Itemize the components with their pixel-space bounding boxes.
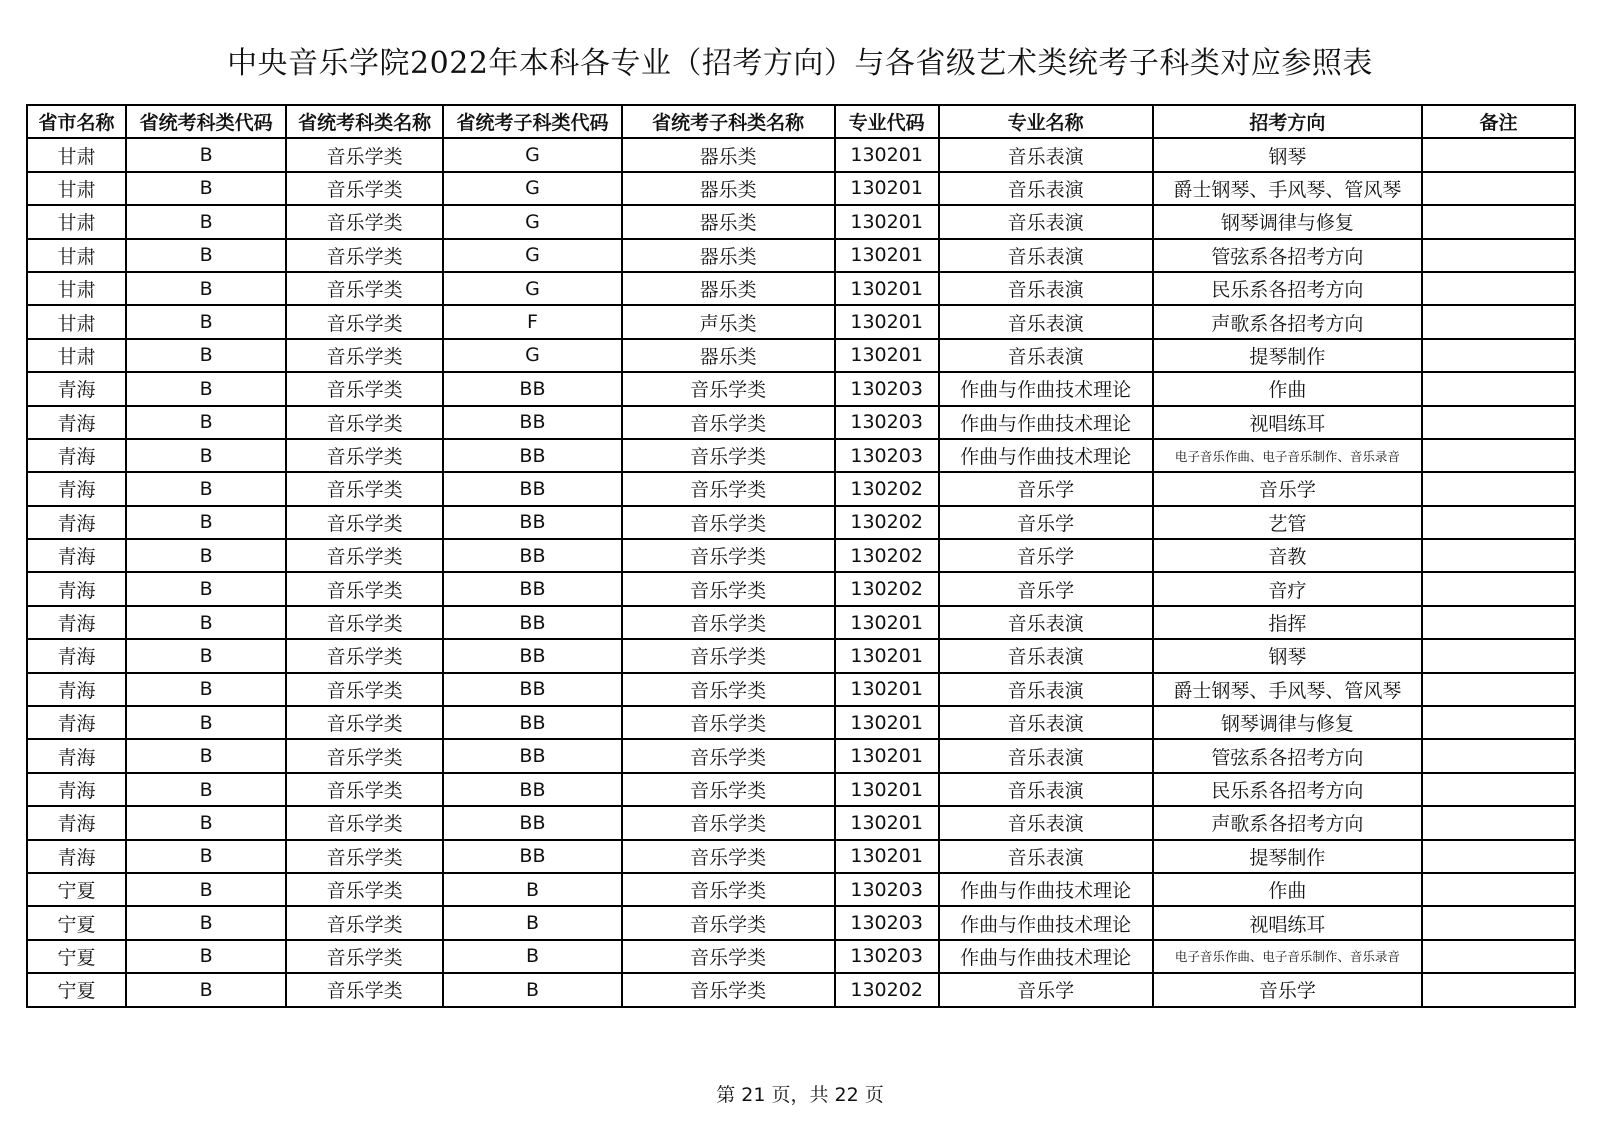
table-row [27, 372, 1575, 405]
subcategory-name-cell: 音乐学类 [622, 506, 835, 539]
table-row [27, 873, 1575, 906]
header-category-code: 省统考科类代码 [126, 105, 286, 138]
remarks-cell [1422, 906, 1575, 939]
admission-direction-cell: 钢琴调律与修复 [1153, 205, 1423, 238]
table-header-row [27, 105, 1575, 138]
major-name-cell: 音乐表演 [939, 272, 1153, 305]
table-row [27, 205, 1575, 238]
subcategory-name-cell: 音乐学类 [622, 606, 835, 639]
table-row [27, 739, 1575, 772]
remarks-cell [1422, 506, 1575, 539]
major-name-cell: 音乐表演 [939, 205, 1153, 238]
category-code-cell: B [126, 239, 286, 272]
category-name-cell: 音乐学类 [286, 906, 443, 939]
category-name-cell: 音乐学类 [286, 472, 443, 505]
table-row [27, 840, 1575, 873]
category-name-cell: 音乐学类 [286, 673, 443, 706]
subcategory-code-cell: BB [443, 706, 622, 739]
subcategory-name-cell: 音乐学类 [622, 873, 835, 906]
remarks-cell [1422, 239, 1575, 272]
category-name-cell: 音乐学类 [286, 806, 443, 839]
admission-direction-cell: 视唱练耳 [1153, 906, 1423, 939]
major-code-cell: 130202 [835, 572, 939, 605]
admission-direction-cell: 民乐系各招考方向 [1153, 272, 1423, 305]
major-name-cell: 作曲与作曲技术理论 [939, 372, 1153, 405]
subcategory-name-cell: 音乐学类 [622, 906, 835, 939]
admission-direction-cell: 作曲 [1153, 873, 1423, 906]
table-row [27, 506, 1575, 539]
category-code-cell: B [126, 372, 286, 405]
category-code-cell: B [126, 539, 286, 572]
category-name-cell: 音乐学类 [286, 272, 443, 305]
subcategory-name-cell: 器乐类 [622, 239, 835, 272]
province-cell: 青海 [27, 606, 126, 639]
category-code-cell: B [126, 572, 286, 605]
category-name-cell: 音乐学类 [286, 572, 443, 605]
major-code-cell: 130203 [835, 406, 939, 439]
header-major-code: 专业代码 [835, 105, 939, 138]
category-code-cell: B [126, 973, 286, 1006]
category-name-cell: 音乐学类 [286, 138, 443, 171]
major-name-cell: 音乐表演 [939, 739, 1153, 772]
category-code-cell: B [126, 639, 286, 672]
major-name-cell: 音乐表演 [939, 840, 1153, 873]
subcategory-code-cell: BB [443, 539, 622, 572]
category-name-cell: 音乐学类 [286, 973, 443, 1006]
major-code-cell: 130201 [835, 673, 939, 706]
category-code-cell: B [126, 873, 286, 906]
header-subcategory-code: 省统考子科类代码 [443, 105, 622, 138]
subcategory-code-cell: BB [443, 439, 622, 472]
major-name-cell: 音乐表演 [939, 172, 1153, 205]
header-major-name: 专业名称 [939, 105, 1153, 138]
major-code-cell: 130201 [835, 305, 939, 338]
category-name-cell: 音乐学类 [286, 172, 443, 205]
admission-direction-cell: 作曲 [1153, 372, 1423, 405]
category-code-cell: B [126, 840, 286, 873]
province-cell: 青海 [27, 406, 126, 439]
category-name-cell: 音乐学类 [286, 873, 443, 906]
subcategory-code-cell: B [443, 973, 622, 1006]
category-code-cell: B [126, 706, 286, 739]
admission-direction-cell: 电子音乐作曲、电子音乐制作、音乐录音 [1153, 940, 1423, 973]
remarks-cell [1422, 372, 1575, 405]
subcategory-code-cell: G [443, 138, 622, 171]
category-code-cell: B [126, 506, 286, 539]
subcategory-code-cell: B [443, 873, 622, 906]
remarks-cell [1422, 806, 1575, 839]
major-code-cell: 130203 [835, 439, 939, 472]
remarks-cell [1422, 339, 1575, 372]
category-code-cell: B [126, 205, 286, 238]
subcategory-code-cell: BB [443, 372, 622, 405]
admission-direction-cell: 艺管 [1153, 506, 1423, 539]
category-code-cell: B [126, 439, 286, 472]
major-code-cell: 130203 [835, 940, 939, 973]
table-row [27, 572, 1575, 605]
category-code-cell: B [126, 472, 286, 505]
header-subcategory-name: 省统考子科类名称 [622, 105, 835, 138]
subcategory-name-cell: 音乐学类 [622, 539, 835, 572]
subcategory-name-cell: 音乐学类 [622, 406, 835, 439]
province-cell: 甘肃 [27, 305, 126, 338]
province-cell: 宁夏 [27, 973, 126, 1006]
major-name-cell: 作曲与作曲技术理论 [939, 406, 1153, 439]
category-code-cell: B [126, 673, 286, 706]
header-province-name: 省市名称 [27, 105, 126, 138]
remarks-cell [1422, 172, 1575, 205]
admission-direction-cell: 钢琴 [1153, 639, 1423, 672]
province-cell: 宁夏 [27, 873, 126, 906]
major-name-cell: 作曲与作曲技术理论 [939, 940, 1153, 973]
category-code-cell: B [126, 172, 286, 205]
category-name-cell: 音乐学类 [286, 840, 443, 873]
major-name-cell: 音乐学 [939, 572, 1153, 605]
header-category-name: 省统考科类名称 [286, 105, 443, 138]
major-code-cell: 130203 [835, 372, 939, 405]
category-code-cell: B [126, 272, 286, 305]
remarks-cell [1422, 305, 1575, 338]
table-row [27, 639, 1575, 672]
province-cell: 青海 [27, 639, 126, 672]
subcategory-code-cell: G [443, 239, 622, 272]
admission-direction-cell: 提琴制作 [1153, 339, 1423, 372]
subcategory-name-cell: 音乐学类 [622, 840, 835, 873]
province-cell: 甘肃 [27, 239, 126, 272]
subcategory-code-cell: BB [443, 739, 622, 772]
major-code-cell: 130201 [835, 239, 939, 272]
subcategory-name-cell: 器乐类 [622, 272, 835, 305]
province-cell: 青海 [27, 506, 126, 539]
remarks-cell [1422, 539, 1575, 572]
remarks-cell [1422, 406, 1575, 439]
subcategory-code-cell: G [443, 205, 622, 238]
subcategory-name-cell: 器乐类 [622, 339, 835, 372]
subcategory-code-cell: BB [443, 606, 622, 639]
major-name-cell: 作曲与作曲技术理论 [939, 906, 1153, 939]
remarks-cell [1422, 840, 1575, 873]
major-code-cell: 130201 [835, 205, 939, 238]
admission-direction-cell: 音疗 [1153, 572, 1423, 605]
remarks-cell [1422, 673, 1575, 706]
category-name-cell: 音乐学类 [286, 205, 443, 238]
category-name-cell: 音乐学类 [286, 339, 443, 372]
major-code-cell: 130201 [835, 840, 939, 873]
reference-table [26, 104, 1576, 1008]
subcategory-code-cell: G [443, 172, 622, 205]
table-row [27, 606, 1575, 639]
remarks-cell [1422, 739, 1575, 772]
major-name-cell: 音乐表演 [939, 606, 1153, 639]
province-cell: 宁夏 [27, 940, 126, 973]
category-name-cell: 音乐学类 [286, 940, 443, 973]
subcategory-name-cell: 音乐学类 [622, 739, 835, 772]
table-row [27, 940, 1575, 973]
subcategory-name-cell: 音乐学类 [622, 639, 835, 672]
admission-direction-cell: 指挥 [1153, 606, 1423, 639]
remarks-cell [1422, 606, 1575, 639]
major-name-cell: 音乐表演 [939, 138, 1153, 171]
category-name-cell: 音乐学类 [286, 606, 443, 639]
remarks-cell [1422, 205, 1575, 238]
table-row [27, 973, 1575, 1006]
major-name-cell: 音乐表演 [939, 305, 1153, 338]
province-cell: 甘肃 [27, 172, 126, 205]
subcategory-code-cell: BB [443, 639, 622, 672]
major-code-cell: 130201 [835, 172, 939, 205]
table-row [27, 172, 1575, 205]
table-row [27, 272, 1575, 305]
category-code-cell: B [126, 773, 286, 806]
table-row [27, 806, 1575, 839]
major-code-cell: 130202 [835, 539, 939, 572]
major-code-cell: 130203 [835, 906, 939, 939]
category-name-cell: 音乐学类 [286, 739, 443, 772]
table-row [27, 339, 1575, 372]
province-cell: 青海 [27, 673, 126, 706]
category-code-cell: B [126, 406, 286, 439]
major-name-cell: 作曲与作曲技术理论 [939, 439, 1153, 472]
major-code-cell: 130202 [835, 472, 939, 505]
remarks-cell [1422, 272, 1575, 305]
major-code-cell: 130201 [835, 272, 939, 305]
category-name-cell: 音乐学类 [286, 305, 443, 338]
subcategory-name-cell: 声乐类 [622, 305, 835, 338]
table-row [27, 406, 1575, 439]
province-cell: 青海 [27, 372, 126, 405]
subcategory-code-cell: BB [443, 506, 622, 539]
major-name-cell: 音乐表演 [939, 339, 1153, 372]
major-name-cell: 音乐表演 [939, 639, 1153, 672]
admission-direction-cell: 爵士钢琴、手风琴、管风琴 [1153, 172, 1423, 205]
subcategory-name-cell: 音乐学类 [622, 372, 835, 405]
subcategory-code-cell: BB [443, 773, 622, 806]
category-name-cell: 音乐学类 [286, 372, 443, 405]
subcategory-code-cell: BB [443, 472, 622, 505]
category-code-cell: B [126, 305, 286, 338]
table-row [27, 673, 1575, 706]
page-footer: 第 21 页，共 22 页 [716, 1084, 884, 1106]
major-name-cell: 音乐表演 [939, 806, 1153, 839]
subcategory-name-cell: 音乐学类 [622, 706, 835, 739]
admission-direction-cell: 钢琴 [1153, 138, 1423, 171]
subcategory-name-cell: 音乐学类 [622, 439, 835, 472]
major-code-cell: 130201 [835, 339, 939, 372]
major-name-cell: 音乐表演 [939, 673, 1153, 706]
major-code-cell: 130201 [835, 138, 939, 171]
major-code-cell: 130201 [835, 639, 939, 672]
major-name-cell: 音乐学 [939, 973, 1153, 1006]
province-cell: 甘肃 [27, 138, 126, 171]
subcategory-code-cell: B [443, 940, 622, 973]
subcategory-name-cell: 音乐学类 [622, 673, 835, 706]
major-code-cell: 130201 [835, 606, 939, 639]
subcategory-name-cell: 器乐类 [622, 205, 835, 238]
category-name-cell: 音乐学类 [286, 773, 443, 806]
major-code-cell: 130201 [835, 739, 939, 772]
subcategory-code-cell: BB [443, 406, 622, 439]
major-code-cell: 130201 [835, 806, 939, 839]
major-code-cell: 130202 [835, 506, 939, 539]
subcategory-name-cell: 音乐学类 [622, 572, 835, 605]
category-code-cell: B [126, 739, 286, 772]
category-name-cell: 音乐学类 [286, 639, 443, 672]
province-cell: 青海 [27, 439, 126, 472]
table-row [27, 138, 1575, 171]
category-code-cell: B [126, 806, 286, 839]
province-cell: 甘肃 [27, 339, 126, 372]
category-name-cell: 音乐学类 [286, 506, 443, 539]
table-row [27, 305, 1575, 338]
table-row [27, 239, 1575, 272]
table-row [27, 773, 1575, 806]
major-name-cell: 音乐表演 [939, 239, 1153, 272]
province-cell: 青海 [27, 840, 126, 873]
admission-direction-cell: 音教 [1153, 539, 1423, 572]
admission-direction-cell: 声歌系各招考方向 [1153, 305, 1423, 338]
admission-direction-cell: 爵士钢琴、手风琴、管风琴 [1153, 673, 1423, 706]
header-remarks: 备注 [1422, 105, 1575, 138]
subcategory-code-cell: BB [443, 572, 622, 605]
table-body [27, 138, 1575, 1006]
province-cell: 青海 [27, 773, 126, 806]
subcategory-name-cell: 音乐学类 [622, 472, 835, 505]
remarks-cell [1422, 639, 1575, 672]
subcategory-code-cell: G [443, 272, 622, 305]
major-name-cell: 音乐表演 [939, 773, 1153, 806]
province-cell: 青海 [27, 539, 126, 572]
document-title: 中央音乐学院2022年本科各专业（招考方向）与各省级艺术类统考子科类对应参照表 [227, 46, 1373, 81]
province-cell: 甘肃 [27, 205, 126, 238]
admission-direction-cell: 民乐系各招考方向 [1153, 773, 1423, 806]
admission-direction-cell: 音乐学 [1153, 973, 1423, 1006]
header-admission-direction: 招考方向 [1153, 105, 1423, 138]
category-name-cell: 音乐学类 [286, 439, 443, 472]
table-row [27, 706, 1575, 739]
subcategory-name-cell: 音乐学类 [622, 973, 835, 1006]
admission-direction-cell: 管弦系各招考方向 [1153, 239, 1423, 272]
admission-direction-cell: 声歌系各招考方向 [1153, 806, 1423, 839]
province-cell: 青海 [27, 739, 126, 772]
admission-direction-cell: 提琴制作 [1153, 840, 1423, 873]
remarks-cell [1422, 472, 1575, 505]
remarks-cell [1422, 439, 1575, 472]
major-code-cell: 130201 [835, 706, 939, 739]
table-row [27, 472, 1575, 505]
major-name-cell: 音乐学 [939, 472, 1153, 505]
subcategory-code-cell: BB [443, 673, 622, 706]
subcategory-name-cell: 音乐学类 [622, 806, 835, 839]
subcategory-name-cell: 器乐类 [622, 172, 835, 205]
remarks-cell [1422, 873, 1575, 906]
admission-direction-cell: 视唱练耳 [1153, 406, 1423, 439]
subcategory-code-cell: G [443, 339, 622, 372]
province-cell: 青海 [27, 472, 126, 505]
category-name-cell: 音乐学类 [286, 406, 443, 439]
subcategory-code-cell: BB [443, 840, 622, 873]
province-cell: 青海 [27, 806, 126, 839]
major-name-cell: 音乐学 [939, 539, 1153, 572]
table-row [27, 439, 1575, 472]
remarks-cell [1422, 706, 1575, 739]
admission-direction-cell: 管弦系各招考方向 [1153, 739, 1423, 772]
category-name-cell: 音乐学类 [286, 239, 443, 272]
subcategory-code-cell: F [443, 305, 622, 338]
province-cell: 宁夏 [27, 906, 126, 939]
remarks-cell [1422, 138, 1575, 171]
category-code-cell: B [126, 339, 286, 372]
province-cell: 青海 [27, 706, 126, 739]
category-code-cell: B [126, 606, 286, 639]
major-name-cell: 作曲与作曲技术理论 [939, 873, 1153, 906]
category-code-cell: B [126, 940, 286, 973]
subcategory-name-cell: 器乐类 [622, 138, 835, 171]
subcategory-name-cell: 音乐学类 [622, 773, 835, 806]
subcategory-name-cell: 音乐学类 [622, 940, 835, 973]
admission-direction-cell: 电子音乐作曲、电子音乐制作、音乐录音 [1153, 439, 1423, 472]
remarks-cell [1422, 773, 1575, 806]
remarks-cell [1422, 940, 1575, 973]
major-code-cell: 130202 [835, 973, 939, 1006]
category-code-cell: B [126, 138, 286, 171]
subcategory-code-cell: B [443, 906, 622, 939]
remarks-cell [1422, 973, 1575, 1006]
major-code-cell: 130203 [835, 873, 939, 906]
table-row [27, 906, 1575, 939]
province-cell: 甘肃 [27, 272, 126, 305]
admission-direction-cell: 钢琴调律与修复 [1153, 706, 1423, 739]
major-code-cell: 130201 [835, 773, 939, 806]
major-name-cell: 音乐学 [939, 506, 1153, 539]
category-name-cell: 音乐学类 [286, 706, 443, 739]
major-name-cell: 音乐表演 [939, 706, 1153, 739]
subcategory-code-cell: BB [443, 806, 622, 839]
category-code-cell: B [126, 906, 286, 939]
province-cell: 青海 [27, 572, 126, 605]
admission-direction-cell: 音乐学 [1153, 472, 1423, 505]
remarks-cell [1422, 572, 1575, 605]
table-row [27, 539, 1575, 572]
category-name-cell: 音乐学类 [286, 539, 443, 572]
